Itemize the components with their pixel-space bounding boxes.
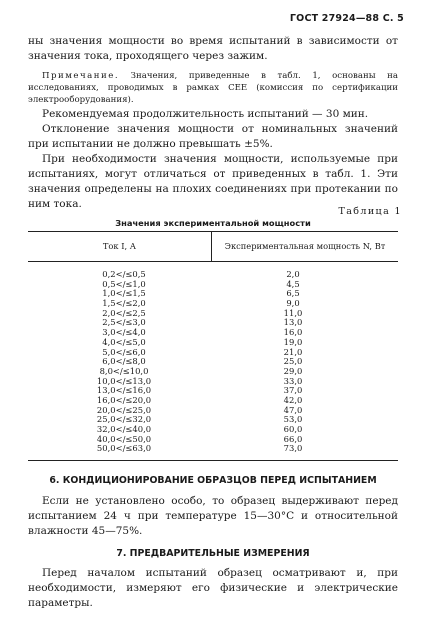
paragraph-duration (28, 107, 398, 122)
current-range-cell: 0,2</≤0,5 (102, 269, 146, 279)
power-value-cell: 11,0 (283, 307, 303, 318)
note-label: Примечание. (42, 71, 120, 81)
paragraph-continuation: ны значения мощности во время испытаний в зависимости от значения тока, проходящего через зажим. (28, 35, 398, 62)
table-row (28, 280, 398, 290)
section-6-text (28, 494, 398, 539)
table-top-rule (28, 231, 398, 232)
power-value-cell: 53,0 (283, 414, 303, 425)
table-row (28, 367, 398, 377)
power-value-cell: 29,0 (283, 365, 303, 376)
note-text: Значения, приведенные в табл. 1, основаны на исследованиях, проводимых в рамках CEE (комиссия по сертификации электрооборудования). (28, 71, 398, 105)
page-header: ГОСТ 27924—88 С. 5 (289, 13, 404, 24)
paragraph-power-values (28, 152, 398, 212)
column-header-power: Экспериментальная мощность N, Вт (224, 241, 386, 251)
table-row (28, 318, 398, 328)
table-row (28, 270, 398, 280)
power-value-cell: 47,0 (283, 404, 303, 415)
table-header-rule (28, 261, 398, 262)
current-range-cell: 2,5</≤3,0 (102, 317, 146, 328)
power-value-cell: 21,0 (283, 346, 303, 357)
note (28, 70, 398, 106)
power-value-cell: 33,0 (283, 375, 303, 386)
power-value-cell: 6,5 (286, 288, 300, 299)
current-range-cell: 25,0</≤32,0 (96, 414, 152, 425)
paragraph-deviation-text: Отклонение значения мощности от номинальных значений при испытании не должно превышать ±5%. (28, 123, 398, 150)
paragraph-deviation (28, 122, 398, 152)
power-value-cell: 9,0 (286, 298, 300, 309)
table-body (28, 270, 398, 454)
power-value-cell: 25,0 (283, 356, 303, 367)
current-range-cell: 4,0</≤5,0 (102, 336, 146, 347)
power-value-cell: 2,0 (286, 269, 300, 279)
section-6-text-content: Если не установлено особо, то образец выдерживают перед испытанием 24 ч при температуре 15—30°С и относительной влажности 45—75%. (28, 495, 398, 537)
current-range-cell: 50,0</≤63,0 (96, 443, 152, 454)
current-range-cell: 32,0</≤40,0 (96, 424, 152, 434)
current-range-cell: 13,0</≤16,0 (96, 385, 152, 396)
table-row (28, 338, 398, 348)
section-6-heading: 6. КОНДИЦИОНИРОВАНИЕ ОБРАЗЦОВ ПЕРЕД ИСПЫТАНИЕМ (49, 475, 377, 486)
power-value-cell: 60,0 (283, 424, 303, 434)
table-label: Таблица 1 (338, 206, 402, 217)
table-row (28, 396, 398, 406)
current-range-cell: 8,0</≤10,0 (99, 365, 149, 376)
power-value-cell: 73,0 (283, 443, 303, 454)
current-range-cell: 2,0</≤2,5 (102, 307, 146, 318)
current-range-cell: 3,0</≤4,0 (102, 327, 146, 338)
section-7-text-content: Перед началом испытаний образец осматривают и, при необходимости, измеряют его физические и электрические параметры. (28, 567, 398, 609)
table-row (28, 328, 398, 338)
table-bottom-rule (28, 460, 398, 461)
table-title: Значения экспериментальной мощности (115, 218, 311, 228)
current-range-cell: 1,0</≤1,5 (102, 288, 146, 299)
table-row (28, 444, 398, 454)
table-row (28, 348, 398, 358)
power-value-cell: 66,0 (283, 433, 303, 444)
power-value-cell: 13,0 (283, 317, 303, 328)
table-row (28, 289, 398, 299)
current-range-cell: 6,0</≤8,0 (102, 356, 146, 367)
table-row (28, 299, 398, 309)
table-row (28, 406, 398, 416)
paragraph-power-values-text: При необходимости значения мощности, используемые при испытаниях, могут отличаться от приведенных в табл. 1. Эти значения определены на плохих соединениях при протекании по ним тока. (28, 153, 398, 210)
table-row (28, 435, 398, 445)
table-row (28, 386, 398, 396)
current-range-cell: 20,0</≤25,0 (96, 404, 152, 415)
current-range-cell: 0,5</≤1,0 (102, 278, 146, 289)
table-row (28, 415, 398, 425)
power-value-cell: 4,5 (286, 278, 300, 289)
current-range-cell: 40,0</≤50,0 (96, 433, 152, 444)
table-row (28, 309, 398, 319)
current-range-cell: 16,0</≤20,0 (96, 394, 152, 405)
paragraph-duration-text: Рекомендуемая продолжительность испытаний — 30 мин. (42, 108, 369, 120)
power-value-cell: 37,0 (283, 385, 303, 396)
section-7-text (28, 566, 398, 611)
current-range-cell: 10,0</≤13,0 (96, 375, 152, 386)
section-7-heading: 7. ПРЕДВАРИТЕЛЬНЫЕ ИЗМЕРЕНИЯ (116, 548, 310, 559)
current-range-cell: 1,5</≤2,0 (102, 298, 146, 309)
power-value-cell: 16,0 (283, 327, 303, 338)
current-range-cell: 5,0</≤6,0 (102, 346, 146, 357)
power-value-cell: 19,0 (283, 336, 303, 347)
column-header-current: Ток I, А (102, 241, 137, 251)
table-row (28, 377, 398, 387)
table-row (28, 425, 398, 435)
power-value-cell: 42,0 (283, 394, 303, 405)
table-row (28, 357, 398, 367)
